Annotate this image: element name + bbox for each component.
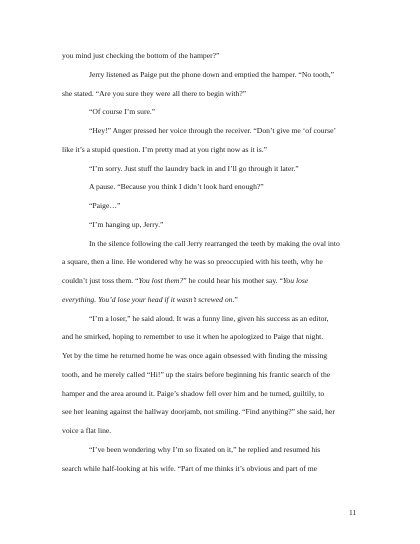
body-text <box>62 47 372 478</box>
text-line-19: hamper and the area around it. Paige’s shadow fell over him and he turned, guiltily, to <box>62 388 325 398</box>
text-line-6: like it’s a stupid question. I’m pretty mad at you right now as it is.” <box>62 144 267 154</box>
text-line-14: everything. You’d lose your head if it wasn’t screwed on.” <box>62 294 238 304</box>
text-line-1: you mind just checking the bottom of the hamper?” <box>62 51 220 60</box>
text-line-21: voice a flat line. <box>62 426 112 435</box>
text-line-2: Jerry listened as Paige put the phone down and emptied the hamper. “No tooth,” <box>89 69 335 79</box>
italic-quote: everything. You’d lose your head if it wasn’t screwed on. <box>62 294 235 304</box>
text-line-7: “I’m sorry. Just stuff the laundry back in and I’ll go through it later.” <box>89 163 299 173</box>
page-number: 11 <box>349 508 357 517</box>
text-line-18: tooth, and he merely called “Hi!” up the stairs before beginning his frantic search of the <box>62 369 331 379</box>
text-line-5: “Hey!” Anger pressed her voice through the receiver. “Don’t give me ‘of course’ <box>89 126 337 135</box>
text-line-16: and he smirked, hoping to remember to use it when he apologized to Paige that night. <box>62 332 324 342</box>
text-line-13: couldn’t just toss them. “You lost them?” he could hear his mother say. “You lose <box>62 276 309 285</box>
italic-quote: You lose <box>282 276 309 285</box>
text-line-15: “I’m a loser,” he said aloud. It was a funny line, given his success as an editor, <box>89 313 329 323</box>
text-line-3: she stated. “Are you sure they were all there to begin with?” <box>62 88 247 98</box>
text-line-10: “I’m hanging up, Jerry.” <box>89 219 164 229</box>
text-line-23: search while half-looking at his wife. “Part of me thinks it’s obvious and part of me <box>62 463 318 473</box>
text-line-22: “I’ve been wondering why I’m so fixated on it,” he replied and resumed his <box>89 444 321 454</box>
text-line-12: a square, then a line. He wondered why he was so preoccupied with his teeth, why he <box>62 257 323 267</box>
italic-quote: You lost them? <box>138 276 184 285</box>
text-line-8: A pause. “Because you think I didn’t look hard enough?” <box>89 182 264 192</box>
text-line-20: see her leaning against the hallway doorjamb, not smiling. “Find anything?” she said, her <box>62 407 335 417</box>
text-line-4: “Of course I’m sure.” <box>89 107 156 117</box>
text-line-11: In the silence following the call Jerry rearranged the teeth by making the oval into <box>89 238 340 248</box>
text-line-9: “Paige…” <box>89 201 121 210</box>
text-line-17: Yet by the time he returned home he was once again obsessed with finding the missing <box>62 351 328 360</box>
